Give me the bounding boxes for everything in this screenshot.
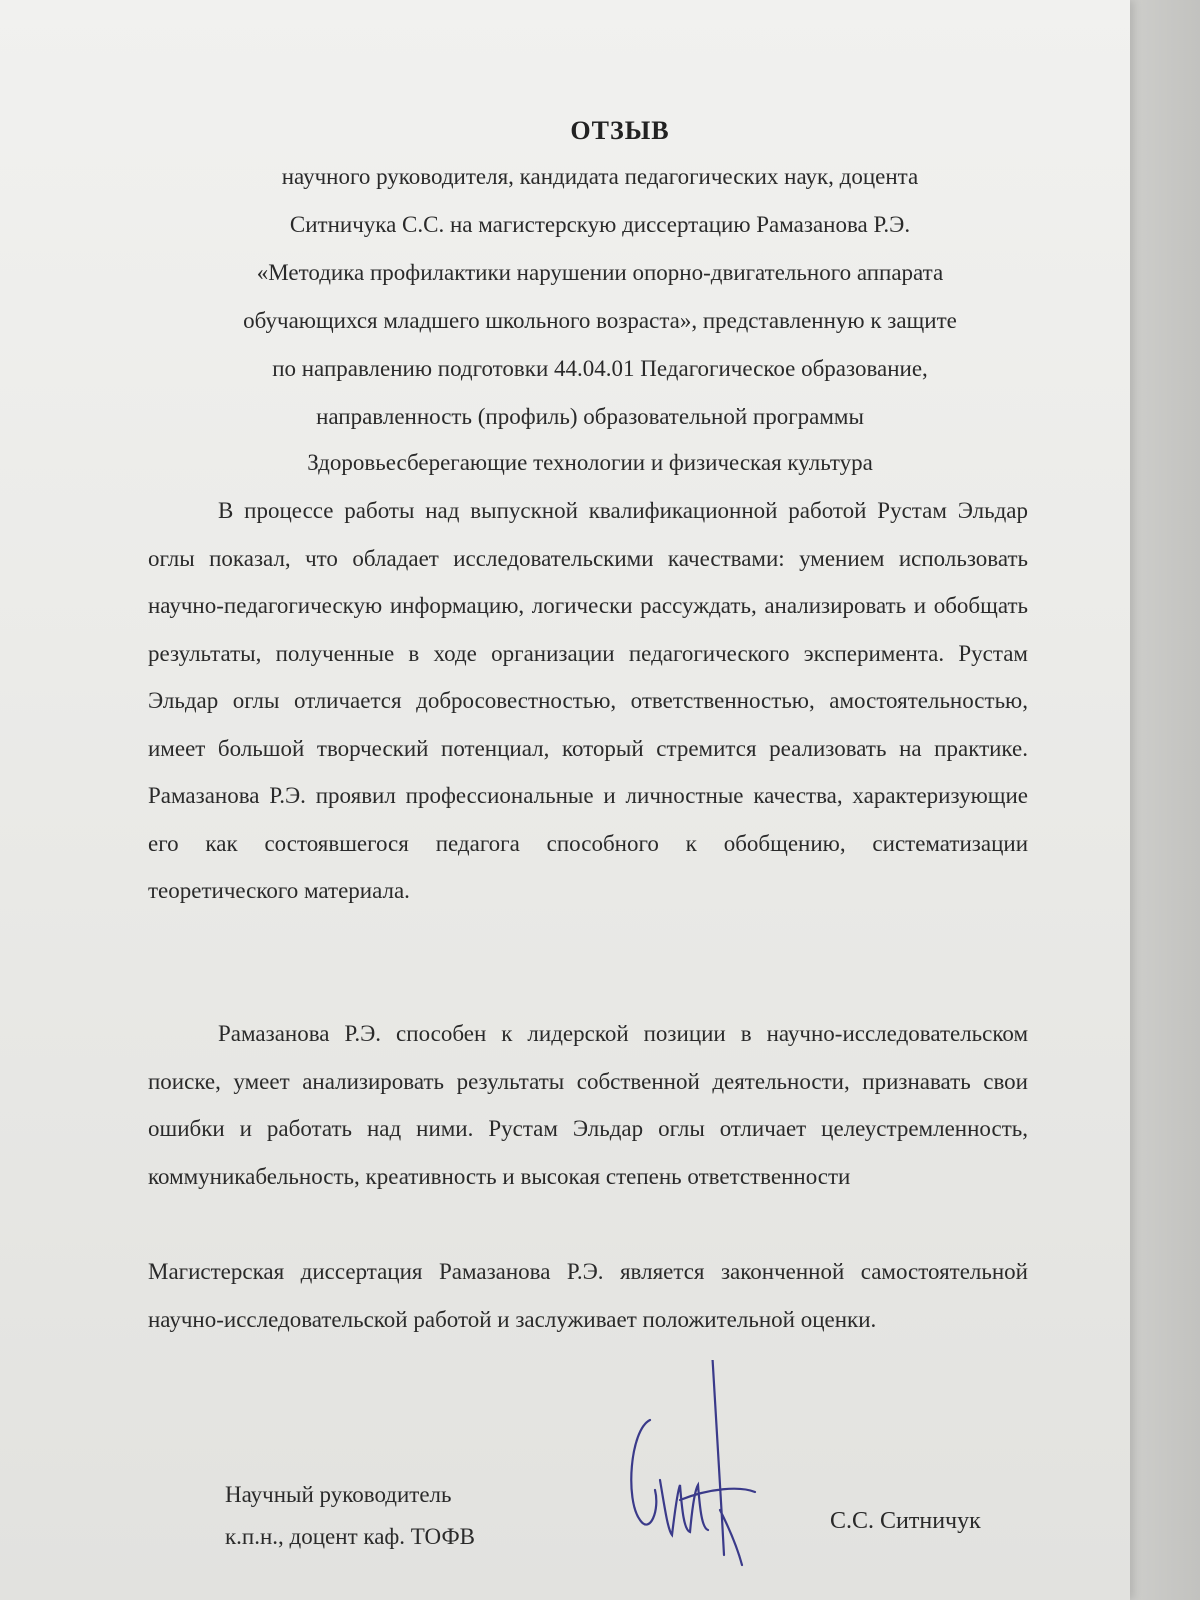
header-line: направленность (профиль) образовательной программы xyxy=(316,404,864,429)
signatory-title: к.п.н., доцент каф. ТОФВ xyxy=(225,1524,475,1549)
body-paragraph xyxy=(148,1248,1028,1343)
signatory-role: Научный руководитель xyxy=(225,1482,452,1507)
header-line: Здоровьесберегающие технологии и физическая культура xyxy=(307,450,873,475)
paragraph-text: Магистерская диссертация Рамазанова Р.Э. является законченной самостоятельной научно-исследовательской работой и заслуживает положительной оценки. xyxy=(148,1259,1028,1332)
paragraph-text: Рамазанова Р.Э. способен к лидерской позиции в научно-исследовательском поиске, умеет анализировать результаты собственной деятельности, признавать свои ошибки и работать над ними. Рустам Эльдар оглы отличает целеустремленность, коммуникабельность, креативность и высокая степень ответственности xyxy=(148,1021,1028,1189)
signatory-block xyxy=(225,1474,475,1558)
body-paragraph xyxy=(148,487,1028,915)
document-title: ОТЗЫВ xyxy=(570,116,670,145)
signatory-name: С.С. Ситничук xyxy=(830,1508,981,1534)
header-line: обучающихся младшего школьного возраста», представленную к защите xyxy=(243,308,957,333)
header-line: по направлению подготовки 44.04.01 Педагогическое образование, xyxy=(272,356,928,381)
header-line: Ситничука С.С. на магистерскую диссертацию Рамазанова Р.Э. xyxy=(289,212,911,237)
header-line: научного руководителя, кандидата педагогических наук, доцента xyxy=(281,164,919,189)
background-edge xyxy=(1120,0,1200,1600)
paragraph-text: В процессе работы над выпускной квалификационной работой Рустам Эльдар оглы показал, что обладает исследовательскими качествами: умением использовать научно-педагогическую информацию, логически рассуждать, анализировать и обобщать результаты, полученные в ходе организации педагогического эксперимента. Рустам Эльдар оглы отличается добросовестностью, ответственностью, амостоятельностью, имеет большой творческий потенциал, который стремится реализовать на практике. Рамазанова Р.Э. проявил профессиональные и личностные качества, характеризующие его как состоявшегося педагога способного к обобщению, систематизации теоретического материала. xyxy=(148,498,1028,903)
handwritten-signature xyxy=(620,1360,760,1570)
header-line: «Методика профилактики нарушении опорно-двигательного аппарата xyxy=(256,260,944,285)
body-paragraph xyxy=(148,1010,1028,1200)
